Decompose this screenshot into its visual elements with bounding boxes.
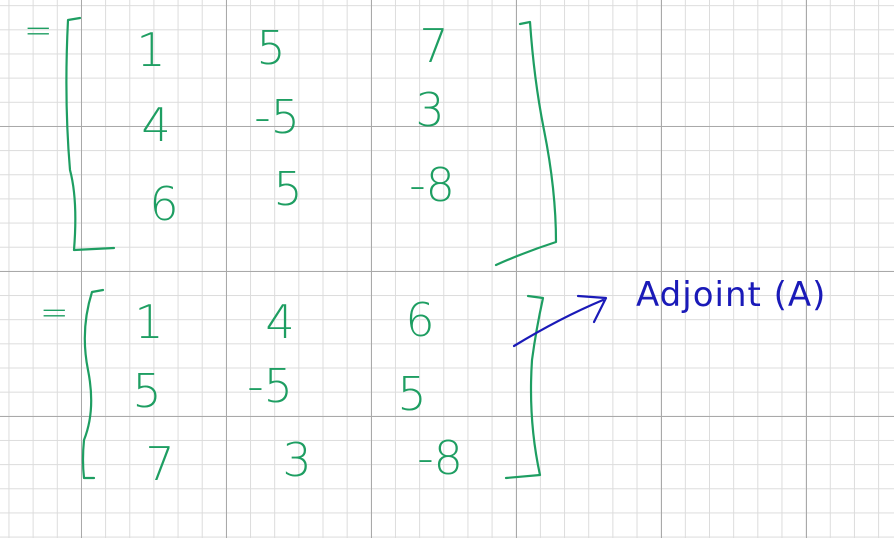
matrix-a-cell-r2c2: -5 xyxy=(254,90,300,144)
matrix-a-cell-r3c3: -8 xyxy=(409,158,455,212)
matrix-b-cell-r3c2: 3 xyxy=(282,433,312,487)
matrix-a-right-bracket xyxy=(496,22,556,265)
annotation-arrow xyxy=(514,296,606,346)
matrix-a-cell-r3c1: 6 xyxy=(149,177,179,231)
equals-sign-top: = xyxy=(24,11,53,51)
matrix-a-cell-r1c3: 7 xyxy=(419,19,449,73)
matrix-b-cell-r3c1: 7 xyxy=(145,437,175,491)
matrix-a-cell-r2c3: 3 xyxy=(415,83,445,137)
matrix-a-cell-r2c1: 4 xyxy=(141,98,171,152)
matrix-b-right-bracket xyxy=(506,296,543,478)
matrix-b-cell-r1c1: 1 xyxy=(134,295,164,349)
matrix-b-cell-r3c3: -8 xyxy=(417,431,463,485)
annotation-label: Adjoint (A) xyxy=(636,275,827,315)
matrix-b-cell-r2c2: -5 xyxy=(247,359,293,413)
matrix-b-cell-r2c3: 5 xyxy=(397,367,427,421)
matrix-b-cell-r1c2: 4 xyxy=(265,295,295,349)
matrix-a-cell-r1c2: 5 xyxy=(256,21,286,75)
matrix-a-cell-r3c2: 5 xyxy=(273,162,303,216)
matrix-b-cell-r2c1: 5 xyxy=(132,364,162,418)
matrix-a-left-bracket xyxy=(66,18,114,250)
matrix-a-cell-r1c1: 1 xyxy=(136,23,166,77)
matrix-b-left-bracket xyxy=(83,290,103,478)
equals-sign-bottom: = xyxy=(40,293,69,333)
matrix-b-cell-r1c3: 6 xyxy=(405,293,435,347)
